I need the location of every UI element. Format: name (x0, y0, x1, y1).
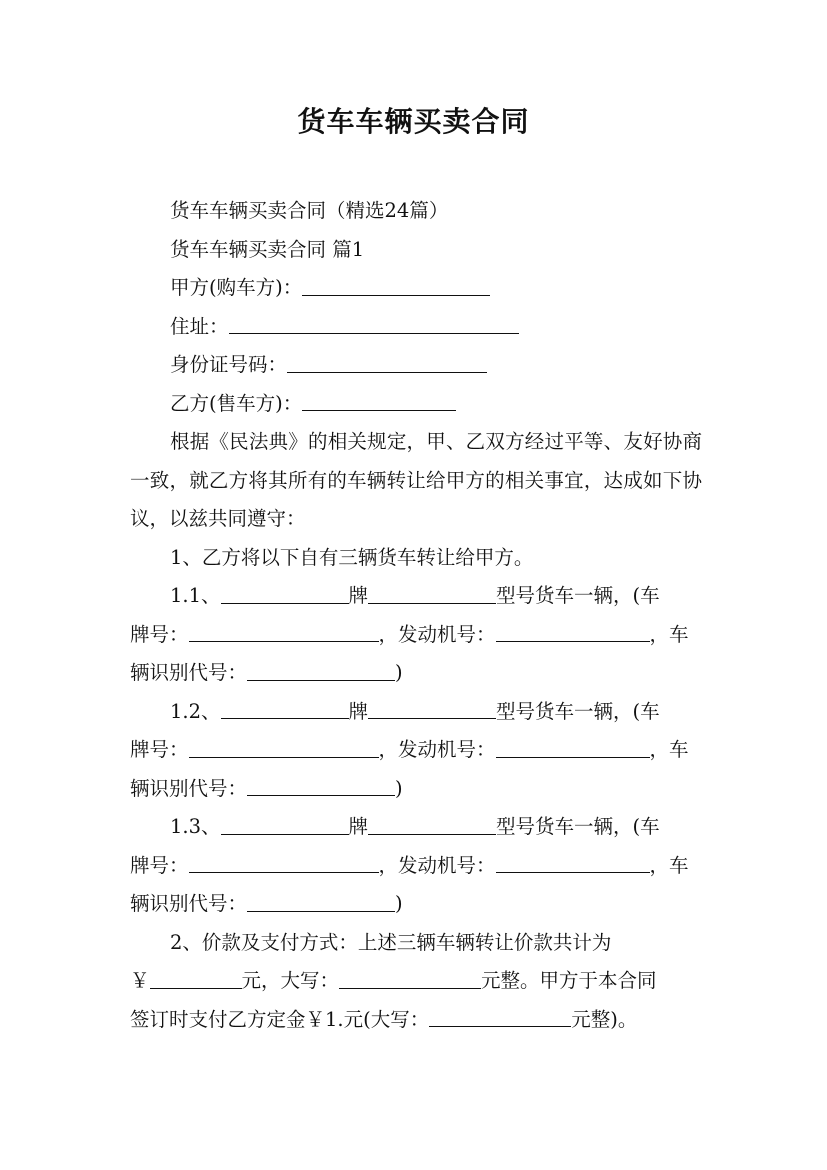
brand-suffix: 牌 (348, 699, 369, 723)
id-number-blank[interactable] (287, 353, 487, 373)
party-a-line (130, 269, 702, 308)
subtitle-text: 货车车辆买卖合同（精选24篇） (170, 199, 449, 222)
plate-label: 牌号： (130, 622, 189, 646)
vehicle-item-3 (130, 808, 702, 924)
plate-blank[interactable] (189, 738, 379, 758)
vin-prefix: ，车 (649, 738, 689, 761)
item-number: 1.3、 (170, 815, 221, 838)
model-blank[interactable] (368, 700, 496, 720)
clause-2-text: 2、价款及支付方式：上述三辆车辆转让价款共计为 (170, 930, 612, 954)
brand-blank[interactable] (221, 584, 349, 604)
vin-label: 辆识别代号： (130, 892, 248, 915)
address-line (130, 308, 702, 347)
engine-label: ，发动机号： (378, 738, 496, 761)
brand-blank[interactable] (221, 815, 349, 835)
model-suffix: 型号货车一辆，(车 (496, 815, 660, 838)
engine-label: ，发动机号： (378, 853, 496, 877)
brand-suffix: 牌 (348, 815, 369, 838)
close-paren: ) (395, 776, 403, 800)
item-number: 1.1、 (170, 584, 221, 607)
id-number-label: 身份证号码： (170, 353, 288, 376)
engine-blank[interactable] (496, 738, 650, 758)
close-paren: ) (395, 892, 403, 915)
clause-2 (130, 924, 702, 1040)
price-blank[interactable] (150, 969, 242, 989)
engine-label: ，发动机号： (378, 622, 496, 646)
chapter-text: 货车车辆买卖合同 篇1 (170, 237, 365, 261)
subtitle-line (130, 192, 702, 231)
plate-label: 牌号： (130, 738, 189, 761)
vin-blank[interactable] (247, 892, 395, 912)
close-paren: ) (395, 661, 403, 684)
vin-prefix: ，车 (649, 853, 689, 877)
plate-blank[interactable] (189, 623, 379, 643)
yen-sign: ￥ (130, 969, 150, 992)
party-b-label: 乙方(售车方)： (170, 391, 303, 415)
vin-label: 辆识别代号： (130, 661, 248, 684)
party-a-blank[interactable] (302, 276, 490, 296)
price-uppercase-blank[interactable] (339, 969, 481, 989)
address-label: 住址： (170, 314, 229, 338)
model-suffix: 型号货车一辆，(车 (496, 584, 660, 607)
item-number: 1.2、 (170, 699, 221, 723)
clause-1: 1、乙方将以下自有三辆货车转让给甲方。 (170, 545, 534, 569)
model-suffix: 型号货车一辆，(车 (496, 699, 660, 723)
deposit-uppercase-blank[interactable] (429, 1008, 571, 1028)
id-number-line (130, 346, 702, 385)
document-body (130, 192, 702, 1039)
brand-blank[interactable] (221, 700, 349, 720)
deposit-end: 元整)。 (571, 1007, 638, 1031)
plate-blank[interactable] (189, 854, 379, 874)
clause-2-continue: 元整。甲方于本合同 (481, 969, 657, 992)
price-uppercase-label: 元，大写： (241, 969, 340, 992)
deposit-label: 签订时支付乙方定金￥1.元(大写： (130, 1007, 430, 1031)
chapter-line (130, 231, 702, 270)
vin-label: 辆识别代号： (130, 776, 248, 800)
intro-paragraph: 根据《民法典》的相关规定，甲、乙双方经过平等、友好协商一致，就乙方将其所有的车辆转让给甲方的相关事宜，达成如下协议，以兹共同遵守： (130, 430, 702, 530)
address-blank[interactable] (229, 315, 519, 335)
engine-blank[interactable] (496, 854, 650, 874)
brand-suffix: 牌 (348, 584, 369, 607)
party-b-line (130, 385, 702, 424)
vin-prefix: ，车 (649, 622, 689, 646)
party-a-label: 甲方(购车方)： (170, 276, 303, 299)
model-blank[interactable] (368, 815, 496, 835)
vin-blank[interactable] (247, 661, 395, 681)
document-title: 货车车辆买卖合同 (297, 105, 530, 138)
plate-label: 牌号： (130, 853, 189, 877)
model-blank[interactable] (368, 584, 496, 604)
vin-blank[interactable] (247, 777, 395, 797)
engine-blank[interactable] (496, 623, 650, 643)
vehicle-item-2 (130, 693, 702, 809)
party-b-blank[interactable] (302, 392, 456, 412)
vehicle-item-1 (130, 577, 702, 693)
